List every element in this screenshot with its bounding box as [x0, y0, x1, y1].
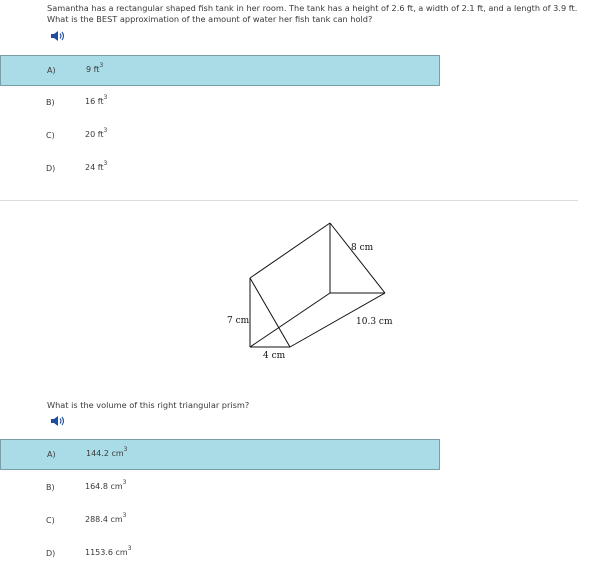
choice-letter: C): [46, 516, 55, 525]
label-slant: 8 cm: [351, 243, 374, 253]
choice-letter: A): [47, 450, 56, 459]
choice-letter: A): [47, 66, 56, 75]
question-2-text: What is the volume of this right triangular prism?: [47, 400, 250, 410]
choice-letter: B): [46, 98, 55, 107]
choice-value: 9 $ft^3$: [86, 62, 104, 74]
triangular-prism-figure: [220, 215, 420, 365]
choice-value: 20 $ft^3$: [85, 127, 108, 139]
choice-letter: D): [46, 164, 56, 173]
speaker-icon[interactable]: [50, 415, 66, 427]
choice-letter: C): [46, 131, 55, 140]
choice-value: 164.8 $cm^3$: [85, 479, 127, 491]
choice-value: 24 $ft^3$: [85, 160, 108, 172]
q1-choice-c[interactable]: [0, 121, 440, 152]
q1-choice-d[interactable]: [0, 154, 440, 185]
question-1-text-line-2: What is the BEST approximation of the amount of water her fish tank can hold?: [47, 14, 373, 24]
choice-value: 144.2 $cm^3$: [86, 446, 128, 458]
label-length: 10.3 cm: [356, 317, 393, 327]
question-1-text-line-1: Samantha has a rectangular shaped fish tank in her room. The tank has a height of 2.6 ft, a width of 2.1 ft, and a length of 3.9 ft.: [47, 3, 578, 13]
question-divider: [0, 200, 578, 201]
prism-edge: [250, 278, 290, 347]
prism-hidden-edge: [250, 293, 330, 347]
label-height: 7 cm: [227, 316, 250, 326]
q1-choice-a[interactable]: [0, 55, 440, 86]
choice-value: 1153.6 $cm^3$: [85, 545, 132, 557]
label-base: 4 cm: [263, 351, 286, 361]
choice-value: 288.4 $cm^3$: [85, 512, 127, 524]
q2-choice-a[interactable]: [0, 439, 440, 470]
choice-value: 16 $ft^3$: [85, 94, 108, 106]
prism-edge: [330, 223, 385, 293]
q2-choice-c[interactable]: [0, 506, 440, 537]
choice-letter: D): [46, 549, 56, 558]
q2-choice-b[interactable]: [0, 473, 440, 504]
q2-choice-d[interactable]: [0, 539, 440, 570]
choice-letter: B): [46, 483, 55, 492]
q1-choice-b[interactable]: [0, 88, 440, 119]
prism-edge: [250, 223, 330, 278]
speaker-icon[interactable]: [50, 30, 66, 42]
